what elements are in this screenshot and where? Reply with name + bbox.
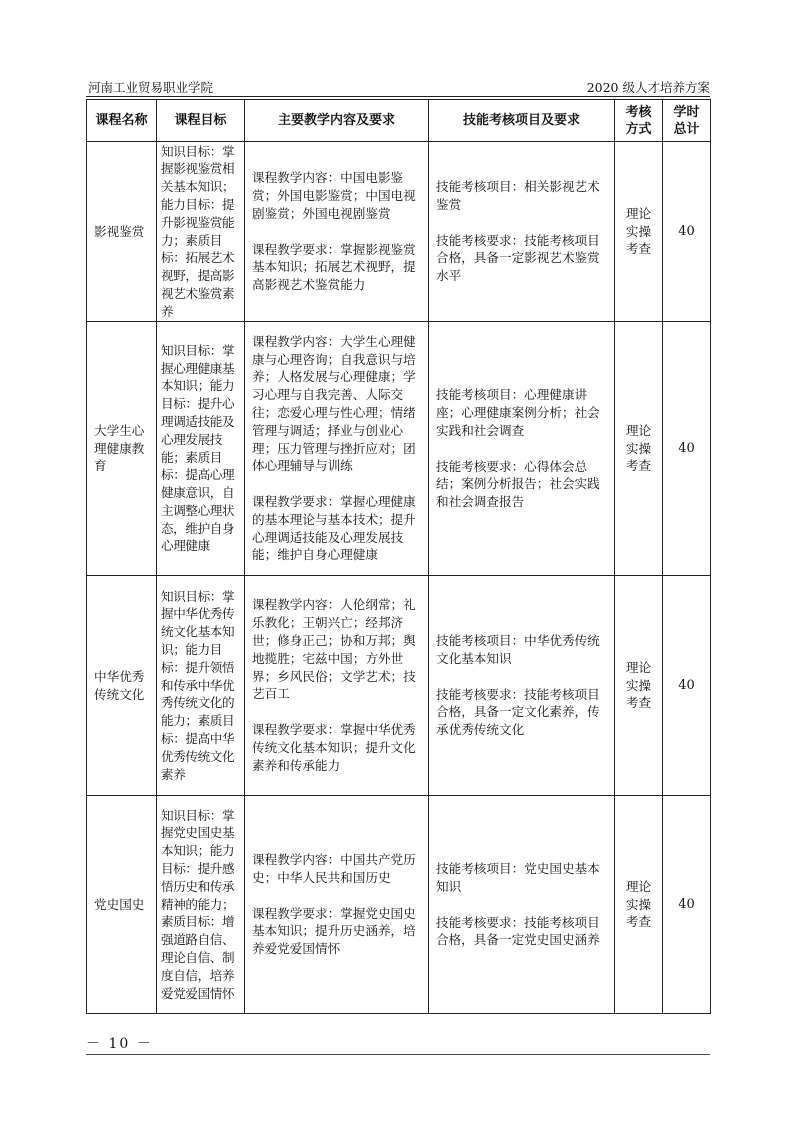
- header-course-name: 课程名称: [87, 100, 157, 142]
- teaching-content-cell: [245, 796, 429, 1014]
- course-name-cell: 中华优秀传统文化: [87, 576, 157, 796]
- footer-rule: [86, 1054, 710, 1055]
- skill-project-text: 技能考核项目：党史国史基本知识: [436, 860, 600, 894]
- teaching-requirement-text: 课程教学要求：掌握影视鉴赏基本知识；拓展艺术视野，提高影视艺术鉴赏能力: [252, 241, 416, 293]
- teaching-content-cell: [245, 142, 429, 322]
- teaching-content-cell: [245, 322, 429, 576]
- header-skill-assessment: 技能考核项目及要求: [429, 100, 615, 142]
- total-hours-cell: 40: [663, 322, 711, 576]
- table-row: [87, 576, 711, 796]
- course-goal-cell: 知识目标：掌握影视鉴赏相关基本知识；能力目标：提升影视鉴赏能力；素质目标：拓展艺术视野，提高影视艺术鉴赏素养: [157, 142, 245, 322]
- table-row: [87, 796, 711, 1014]
- header-document-title: 2020 级人才培养方案: [586, 80, 710, 95]
- header-rule: [86, 96, 710, 97]
- teaching-content-text: 课程教学内容：大学生心理健康与心理咨询；自我意识与培养；人格发展与心理健康；学习心理与自我完善、人际交往；恋爱心理与性心理；情绪管理与调适；择业与创业心理；压力管理与挫折应对；团体心理辅导与训练: [252, 333, 416, 474]
- page-number: － 10 －: [86, 1036, 153, 1052]
- assessment-method-cell: 理论 实操 考查: [615, 576, 663, 796]
- teaching-content-cell: [245, 576, 429, 796]
- header-course-goal: 课程目标: [157, 100, 245, 142]
- skill-assessment-cell: [429, 322, 615, 576]
- skill-requirement-text: 技能考核要求：心得体会总结；案例分析报告；社会实践和社会调查报告: [436, 458, 600, 510]
- teaching-requirement-text: 课程教学要求：掌握中华优秀传统文化基本知识；提升文化素养和传承能力: [252, 722, 416, 773]
- course-name-cell: 影视鉴赏: [87, 142, 157, 322]
- skill-requirement-text: 技能考核要求：技能考核项目合格，具备一定文化素养，传承优秀传统文化: [436, 686, 600, 738]
- course-goal-cell: 知识目标：掌握心理健康基本知识；能力目标：提升心理调适技能及心理发展技能；素质目标：提高心理健康意识，自主调整心理状态，维护自身心理健康: [157, 322, 245, 576]
- teaching-requirement-text: 课程教学要求：掌握党史国史基本知识；提升历史涵养，培养爱党爱国情怀: [252, 905, 416, 957]
- skill-requirement-text: 技能考核要求：技能考核项目合格，具备一定影视艺术鉴赏水平: [436, 232, 600, 284]
- teaching-content-text: 课程教学内容：中国电影鉴赏；外国电影鉴赏；中国电视剧鉴赏；外国电视剧鉴赏: [252, 170, 416, 221]
- course-goal-cell: 知识目标：掌握党史国史基本知识；能力目标：提升感悟历史和传承精神的能力；素质目标：增强道路自信、理论自信、制度自信，培养爱党爱国情怀: [157, 796, 245, 1014]
- table-row: [87, 322, 711, 576]
- assessment-method-cell: 理论 实操 考查: [615, 796, 663, 1014]
- assessment-method-cell: 理论 实操 考查: [615, 322, 663, 576]
- skill-requirement-text: 技能考核要求：技能考核项目合格，具备一定党史国史涵养: [436, 914, 600, 948]
- skill-assessment-cell: [429, 142, 615, 322]
- table-row: [87, 142, 711, 322]
- course-goal-cell: 知识目标：掌握中华优秀传统文化基本知识；能力目标：提升领悟和传承中华优秀传统文化的能力；素质目标：提高中华优秀传统文化素养: [157, 576, 245, 796]
- skill-project-text: 技能考核项目：心理健康讲座；心理健康案例分析；社会实践和社会调查: [436, 387, 600, 438]
- skill-assessment-cell: [429, 576, 615, 796]
- course-table: [86, 99, 711, 1014]
- header-assessment-method: 考核 方式: [615, 100, 663, 142]
- total-hours-cell: 40: [663, 142, 711, 322]
- total-hours-cell: 40: [663, 796, 711, 1014]
- course-name-cell: 大学生心理健康教育: [87, 322, 157, 576]
- teaching-content-text: 课程教学内容：人伦纲常；礼乐教化；王朝兴亡；经邦济世；修身正己；协和万邦；舆地揽胜；宅兹中国；方外世界；乡风民俗；文学艺术；技艺百工: [252, 597, 416, 702]
- skill-project-text: 技能考核项目：相关影视艺术鉴赏: [436, 179, 600, 212]
- course-name-cell: 党史国史: [87, 796, 157, 1014]
- teaching-content-text: 课程教学内容：中国共产党历史；中华人民共和国历史: [252, 852, 416, 885]
- total-hours-cell: 40: [663, 576, 711, 796]
- header-school-name: 河南工业贸易职业学院: [88, 80, 214, 95]
- assessment-method-cell: 理论 实操 考查: [615, 142, 663, 322]
- header-teaching-content: 主要教学内容及要求: [245, 100, 429, 142]
- header-total-hours: 学时 总计: [663, 100, 711, 142]
- teaching-requirement-text: 课程教学要求：掌握心理健康的基本理论与基本技术；提升心理调适技能及心理发展技能；维护自身心理健康: [252, 494, 416, 563]
- skill-project-text: 技能考核项目：中华优秀传统文化基本知识: [436, 633, 600, 666]
- skill-assessment-cell: [429, 796, 615, 1014]
- table-header-row: [87, 100, 711, 142]
